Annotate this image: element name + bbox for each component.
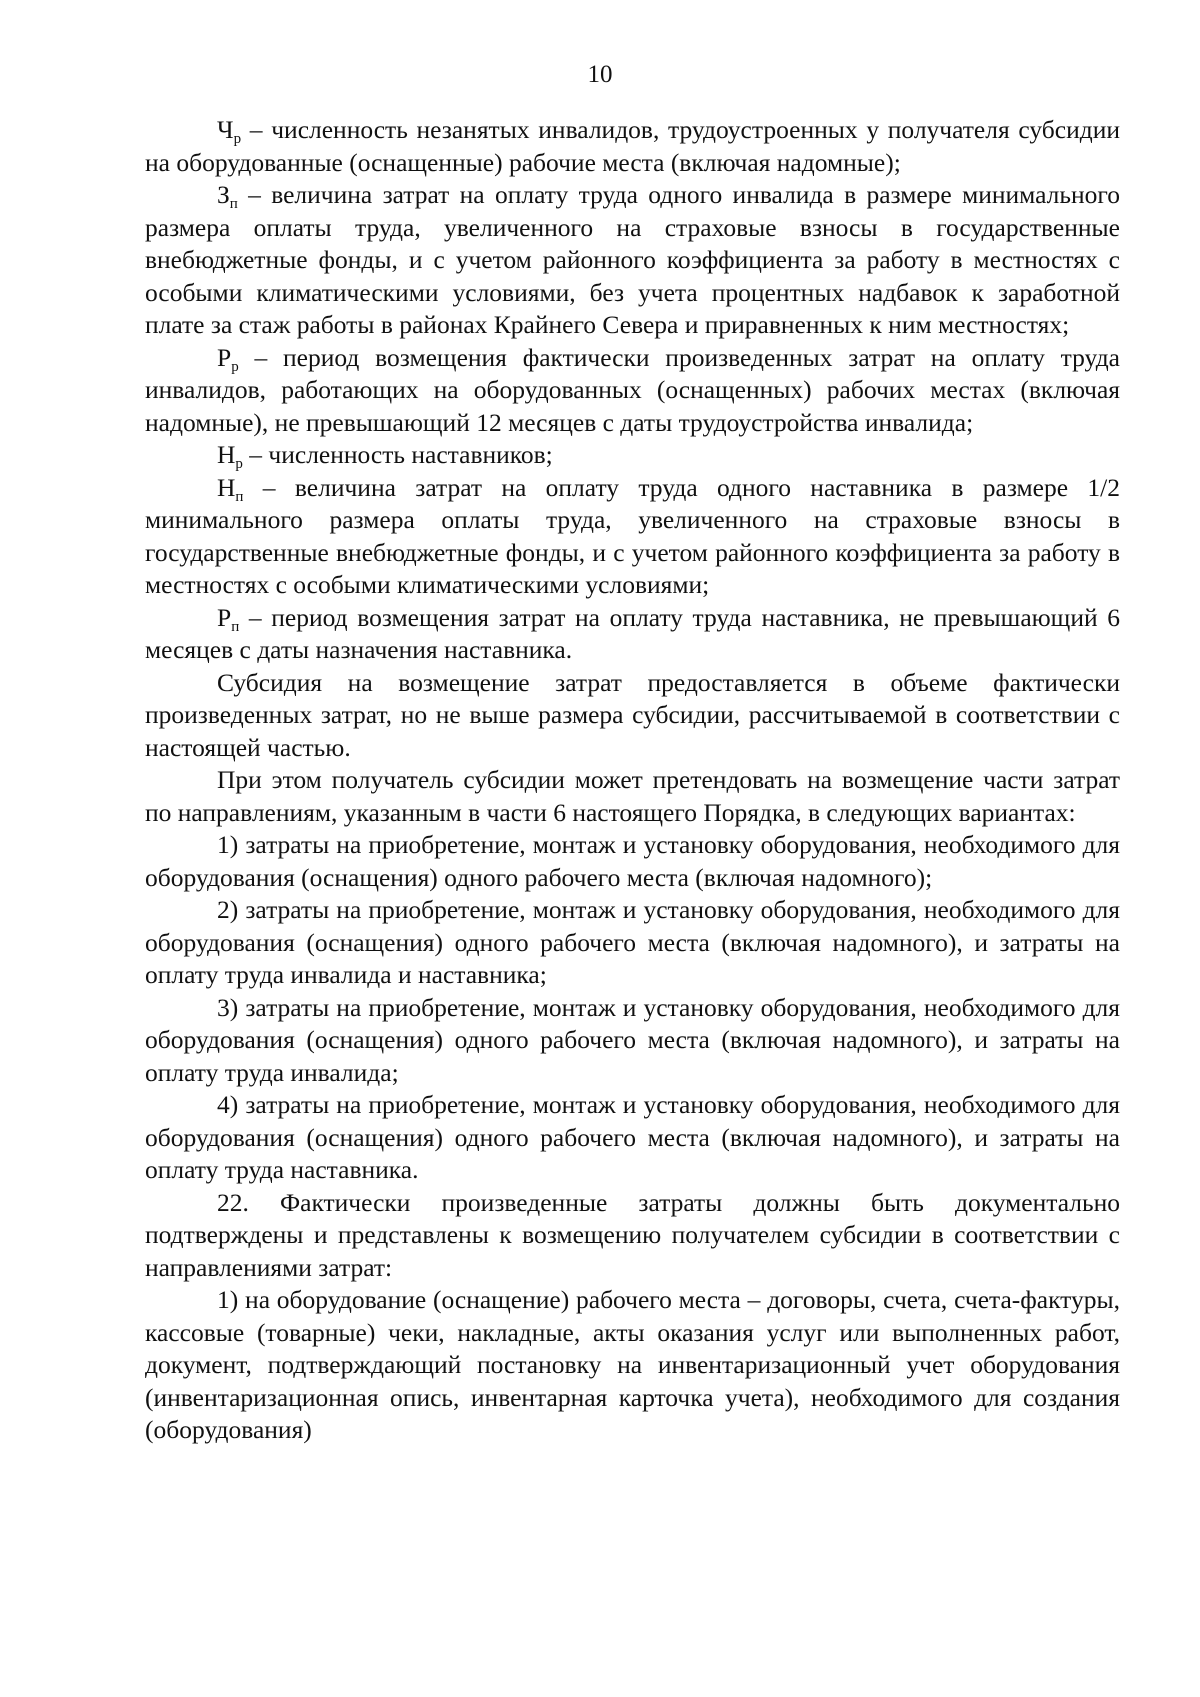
- definition-text: – величина затрат на оплату труда одного инвалида в размере минимального размера оплаты труда, увеличенного на страховые взносы в государственные внебюджетные фонды, и с учетом районного коэффициента за работу в местностях с особыми климатическими условиями, без учета процентных надбавок к заработной плате за стаж работы в районах Крайнего Севера и приравненных к ним местностях;: [145, 180, 1120, 339]
- definition-text: – численность наставников;: [242, 440, 553, 469]
- symbol-subscript: п: [231, 618, 240, 635]
- symbol-subscript: п: [235, 488, 244, 505]
- symbol-subscript: р: [231, 358, 239, 375]
- symbol-subscript: п: [229, 196, 238, 212]
- list-item-variant-2: 2) затраты на приобретение, монтаж и установку оборудования, необходимого для оборудования (оснащения) одного рабочего места (включая надомного), и затраты на оплату труда инвалида и наставника;: [145, 895, 1120, 989]
- definition-chr: [145, 114, 1120, 179]
- definition-nr: [145, 439, 1120, 472]
- symbol: Р: [217, 342, 232, 372]
- page-number: 10: [587, 61, 613, 88]
- section-22-heading-paragraph: 22. Фактически произведенные затраты должны быть документально подтверждены и представлены к возмещению получателем субсидии в соответствии с направлениями затрат:: [145, 1187, 1120, 1282]
- definition-rp: [145, 602, 1120, 667]
- definition-rr: [145, 342, 1120, 440]
- symbol: Ч: [217, 115, 234, 144]
- list-item-variant-4: 4) затраты на приобретение, монтаж и установку оборудования, необходимого для оборудования (оснащения) одного рабочего места (включая надомного), и затраты на оплату труда наставника.: [145, 1090, 1120, 1184]
- symbol-subscript: р: [233, 131, 242, 147]
- list-item-variant-3: 3) затраты на приобретение, монтаж и установку оборудования, необходимого для оборудования (оснащения) одного рабочего места (включая надомного), и затраты на оплату труда инвалида;: [145, 992, 1120, 1087]
- paragraph-variants-intro: При этом получатель субсидии может претендовать на возмещение части затрат по направлениям, указанным в части 6 настоящего Порядка, в следующих вариантах:: [145, 765, 1120, 827]
- paragraph-subsidy-volume: Субсидия на возмещение затрат предоставляется в объеме фактически произведенных затрат, но не выше размера субсидии, рассчитываемой в соответствии с настоящей частью.: [145, 667, 1120, 762]
- definition-text: – величина затрат на оплату труда одного наставника в размере 1/2 минимального размера оплаты труда, увеличенного на страховые взносы в государственные внебюджетные фонды, и с учетом районного коэффициента за работу в местностях с особыми климатическими условиями;: [145, 472, 1120, 599]
- symbol: З: [217, 180, 230, 209]
- symbol: Р: [217, 602, 232, 632]
- definition-zp: [145, 179, 1120, 342]
- symbol: Н: [217, 440, 236, 469]
- symbol: Н: [217, 472, 236, 502]
- list-item-variant-1: 1) затраты на приобретение, монтаж и установку оборудования, необходимого для оборудования (оснащения) одного рабочего места (включая надомного);: [145, 830, 1120, 892]
- definition-text: – численность незанятых инвалидов, трудоустроенных у получателя субсидии на оборудованные (оснащенные) рабочие места (включая надомные);: [145, 115, 1120, 177]
- definition-text: – период возмещения фактически произведенных затрат на оплату труда инвалидов, работающих на оборудованных (оснащенных) рабочих местах (включая надомные), не превышающий 12 месяцев с даты трудоустройства инвалида;: [145, 342, 1120, 437]
- list-item-documents-1: 1) на оборудование (оснащение) рабочего места – договоры, счета, счета-фактуры, кассовые (товарные) чеки, накладные, акты оказания услуг или выполненных работ, документ, подтверждающий постановку на инвентаризационный учет оборудования (инвентаризационная опись, инвентарная карточка учета), необходимого для создания (оборудования): [145, 1285, 1120, 1444]
- document-body: [145, 114, 1120, 1447]
- definition-np: [145, 472, 1120, 602]
- definition-text: – период возмещения затрат на оплату труда наставника, не превышающий 6 месяцев с даты назначения наставника.: [145, 602, 1120, 664]
- symbol-subscript: р: [235, 456, 243, 472]
